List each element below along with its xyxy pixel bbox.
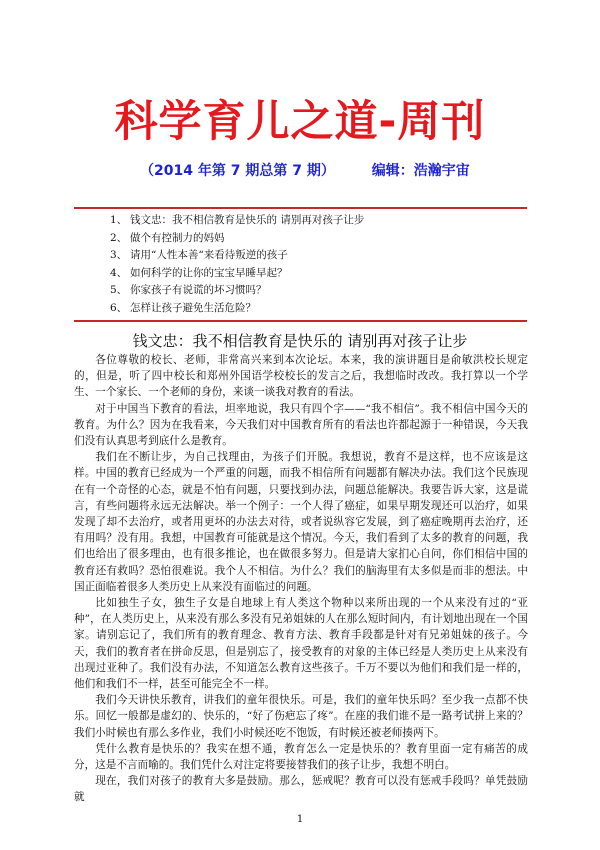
toc-item[interactable] bbox=[110, 282, 364, 300]
toc-item[interactable] bbox=[110, 247, 364, 265]
toc-text: 钱文忠：我不相信教育是快乐的 请别再对孩子让步 bbox=[130, 214, 365, 226]
editor-credit: 编辑：浩瀚宇宙 bbox=[371, 163, 470, 179]
toc-text: 你家孩子有说谎的坏习惯吗？ bbox=[130, 284, 267, 296]
divider-bottom bbox=[74, 320, 527, 322]
journal-title: 科学育儿之道-周刊 bbox=[114, 97, 486, 147]
paragraph: 各位尊敬的校长、老师，非常高兴来到本次论坛。本来，我的演讲题目是俞敏洪校长规定的，但是，听了四中校长和郑州外国语学校校长的发言之后，我想临时改改。我打算以一个学生、一个家长、一个老师的身份，来谈一谈我对教育的看法。 bbox=[74, 354, 528, 399]
toc-text: 请用“人性本善“来看待叛逆的孩子 bbox=[130, 249, 288, 261]
toc-text: 如何科学的让你的宝宝早睡早起？ bbox=[130, 266, 288, 279]
toc-number: 5、 bbox=[110, 284, 128, 296]
toc-text: 做个有控制力的妈妈 bbox=[130, 231, 225, 244]
paragraph: 对于中国当下教育的看法，坦率地说，我只有四个字——“我不相信”。我不相信中国今天的教育。为什么？因为在我看来，今天我们对中国教育所有的看法也许都起源于一种错误，今天我们没有认真思考到底什么是教育。 bbox=[74, 402, 528, 448]
issue-number: （2014 年第 7 期总第 7 期） bbox=[140, 163, 335, 179]
toc-number: 6、 bbox=[110, 301, 128, 314]
toc-number: 3、 bbox=[110, 249, 128, 261]
toc-text: 怎样让孩子避免生活危险？ bbox=[130, 301, 256, 314]
article-title: 钱文忠：我不相信教育是快乐的 请别再对孩子让步 bbox=[132, 332, 468, 350]
paragraph: 现在，我们对孩子的教育大多是鼓励。那么，惩戒呢？教育可以没有惩戒手段吗？单凭鼓励就 bbox=[74, 775, 528, 804]
paragraph: 凭什么教育是快乐的？我实在想不通，教育怎么一定是快乐的？教育里面一定有痛苦的成分，这是不言而喻的。我们凭什么对注定将要接替我们的孩子让步，我想不明白。 bbox=[74, 742, 528, 772]
paragraph: 比如独生子女，独生子女是自地球上有人类这个物种以来所出现的一个从来没有过的“亚种”，在人类历史上，从来没有那么多没有兄弟姐妹的人在那么短时间内，有计划地出现在一个国家。请别忘记了，我们所有的教育理念、教育方法、教育手段都是针对有兄弟姐妹的孩子。今天，我们的教育者在拼命反思，但是别忘了，接受教育的对象的主体已经是人类历史上从来没有出现过亚种了。我们没有办法，不知道怎么教育这些孩子。千万不要以为他们和我们是一样的，他们和我们不一样，甚至可能完全不一样。 bbox=[74, 597, 528, 691]
paragraph: 我们在不断让步，为自己找理由，为孩子们开脱。我想说，教育不是这样，也不应该是这样。中国的教育已经成为一个严重的问题，而我不相信所有问题都有解决办法。我们这个民族现在有一个奇怪的心态，就是不怕有问题，只要找到办法，问题总能解决。我要告诉大家，这是谎言，有些问题将永远无法解决。举一个例子：一个人得了癌症，如果早期发现还可以治疗，如果发现了却不去治疗，或者用更坏的办法去对待，或者说纵容它发展，到了癌症晚期再去治疗，还有用吗？没有用。我想，中国教育可能就是这个情况。今天，我们看到了太多的教育的问题，我们也给出了很多理由，也有很多推论，也在做很多努力。但是请大家扪心自问，你们相信中国的教育还有救吗？恐怕很难说。我个人不相信。为什么？我们的脑海里有太多似是而非的想法。中国正面临着很多人类历史上从来没有面临过的问题。 bbox=[74, 451, 528, 593]
divider-top bbox=[74, 207, 527, 209]
article-body bbox=[74, 352, 528, 806]
page-number: 1 bbox=[296, 814, 304, 825]
toc-item[interactable] bbox=[110, 300, 364, 318]
toc-item[interactable] bbox=[110, 230, 364, 248]
toc-number: 4、 bbox=[110, 266, 128, 279]
table-of-contents bbox=[110, 212, 364, 317]
paragraph: 我们今天讲快乐教育，讲我们的童年很快乐。可是，我们的童年快乐吗？至少我一点都不快乐。回忆一般都是虚幻的、快乐的，“好了伤疤忘了疼”。在座的我们谁不是一路考试拼上来的？我们小时候也有那么多作业，我们小时候还吃不饱饭，有时候还被老师揍两下。 bbox=[74, 694, 528, 739]
toc-item[interactable] bbox=[110, 265, 364, 283]
toc-number: 2、 bbox=[110, 231, 128, 244]
toc-number: 1、 bbox=[110, 214, 128, 226]
issue-line bbox=[140, 160, 470, 180]
toc-item[interactable] bbox=[110, 212, 364, 230]
